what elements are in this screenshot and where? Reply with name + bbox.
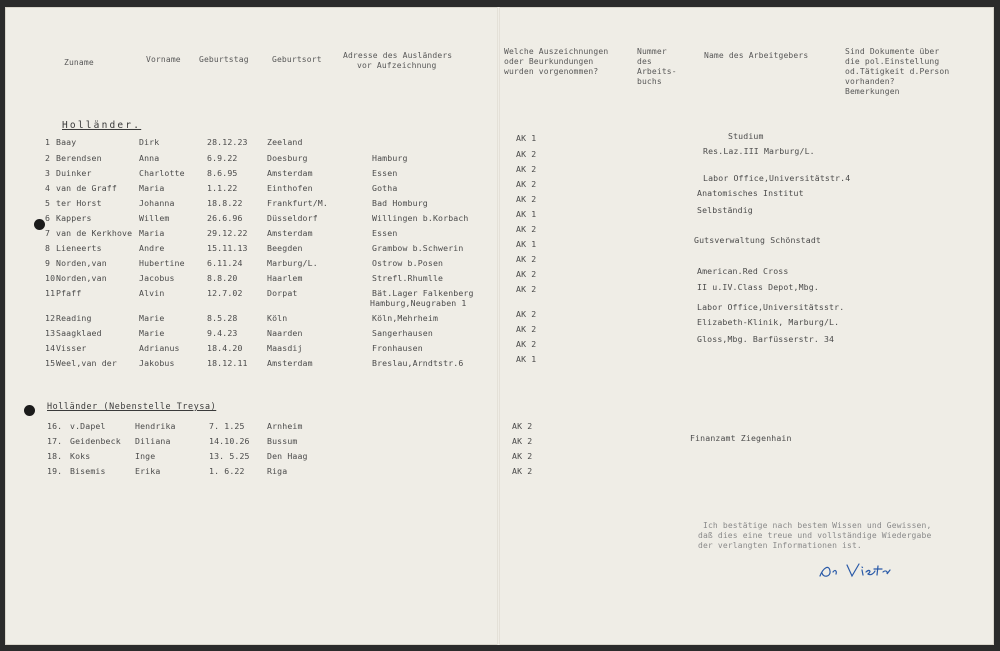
surname-cell: Berendsen	[56, 153, 102, 163]
header-number-2: des	[637, 57, 652, 66]
row-number: 17.	[47, 436, 63, 446]
birthplace-cell: Beegden	[267, 243, 303, 253]
row-number: 13	[45, 328, 56, 338]
surname-cell: Norden,van	[56, 273, 107, 283]
birthdate-cell: 28.12.23	[207, 137, 248, 147]
surname-cell: Weel,van der	[56, 358, 117, 368]
address-cell: Gotha	[372, 183, 398, 193]
award-cell: AK 2	[516, 269, 537, 279]
birthdate-cell: 12.7.02	[207, 288, 243, 298]
birthdate-cell: 15.11.13	[207, 243, 248, 253]
first-name-cell: Maria	[139, 183, 165, 193]
first-name-cell: Adrianus	[139, 343, 180, 353]
award-cell: AK 1	[516, 239, 537, 249]
award-cell: AK 2	[516, 179, 537, 189]
address-cell: Essen	[372, 228, 398, 238]
birthdate-cell: 1.1.22	[207, 183, 238, 193]
first-name-cell: Willem	[139, 213, 170, 223]
header-surname: Zuname	[64, 58, 94, 67]
birthdate-cell: 8.5.28	[207, 313, 238, 323]
first-name-cell: Alvin	[139, 288, 165, 298]
surname-cell: Baay	[56, 137, 77, 147]
first-name-cell: Charlotte	[139, 168, 185, 178]
award-cell: AK 2	[512, 421, 533, 431]
birthplace-cell: Maasdij	[267, 343, 303, 353]
birthdate-cell: 18.8.22	[207, 198, 243, 208]
page-fold	[497, 7, 500, 645]
row-number: 6	[45, 213, 51, 223]
employer-cell: Studium	[728, 131, 764, 141]
address-cell: Fronhausen	[372, 343, 423, 353]
surname-cell: ter Horst	[56, 198, 102, 208]
award-cell: AK 2	[516, 284, 537, 294]
row-number: 1	[45, 137, 51, 147]
birthplace-cell: Dorpat	[267, 288, 298, 298]
birthdate-cell: 26.6.96	[207, 213, 243, 223]
birthdate-cell: 18.4.20	[207, 343, 243, 353]
first-name-cell: Erika	[135, 466, 161, 476]
header-number-3: Arbeits-	[637, 67, 677, 76]
birthplace-cell: Frankfurt/M.	[267, 198, 328, 208]
row-number: 10	[45, 273, 56, 283]
header-documents-2: die pol.Einstellung	[845, 57, 940, 66]
birthdate-cell: 8.6.95	[207, 168, 238, 178]
birthdate-cell: 8.8.20	[207, 273, 238, 283]
row-number: 2	[45, 153, 51, 163]
birthplace-cell: Amsterdam	[267, 358, 313, 368]
address-cell: Breslau,Arndtstr.6	[372, 358, 464, 368]
header-awards-2: oder Beurkundungen	[504, 57, 594, 66]
birthplace-cell: Amsterdam	[267, 168, 313, 178]
birthplace-cell: Köln	[267, 313, 288, 323]
first-name-cell: Jacobus	[139, 273, 175, 283]
row-number: 19.	[47, 466, 63, 476]
declaration-line-2: daß dies eine treue und vollständige Wiedergabe	[698, 531, 932, 540]
first-name-cell: Andre	[139, 243, 165, 253]
birthplace-cell: Einthofen	[267, 183, 313, 193]
header-first-name: Vorname	[146, 55, 181, 64]
birthplace-cell: Haarlem	[267, 273, 303, 283]
row-number: 14	[45, 343, 56, 353]
surname-cell: Kappers	[56, 213, 92, 223]
employer-cell: II u.IV.Class Depot,Mbg.	[697, 282, 819, 292]
surname-cell: Pfaff	[56, 288, 82, 298]
first-name-cell: Hubertine	[139, 258, 185, 268]
first-name-cell: Marie	[139, 328, 165, 338]
employer-cell: Elizabeth-Klinik, Marburg/L.	[697, 317, 840, 327]
row-number: 9	[45, 258, 51, 268]
surname-cell: Koks	[70, 451, 91, 461]
award-cell: AK 2	[516, 194, 537, 204]
row-number: 4	[45, 183, 51, 193]
row-number: 7	[45, 228, 51, 238]
row-number: 16.	[47, 421, 63, 431]
section-title-hollaender: Holländer.	[62, 120, 142, 131]
declaration-line-3: der verlangten Informationen ist.	[698, 541, 862, 550]
surname-cell: Reading	[56, 313, 92, 323]
employer-cell: Res.Laz.III Marburg/L.	[703, 146, 815, 156]
birthdate-cell: 9.4.23	[207, 328, 238, 338]
header-number-4: buchs	[637, 77, 662, 86]
birthplace-cell: Doesburg	[267, 153, 308, 163]
award-cell: AK 1	[516, 209, 537, 219]
employer-cell: Labor Office,Universitätstr.4	[703, 173, 851, 183]
address-cell: Strefl.Rhumlle	[372, 273, 444, 283]
surname-cell: Geidenbeck	[70, 436, 121, 446]
section-title-nebenstelle-treysa: Holländer (Nebenstelle Treysa)	[47, 401, 217, 411]
surname-cell: Lieneerts	[56, 243, 102, 253]
employer-cell: Selbständig	[697, 205, 753, 215]
punch-hole	[34, 219, 45, 230]
birthplace-cell: Marburg/L.	[267, 258, 318, 268]
surname-cell: Saagklaed	[56, 328, 102, 338]
birthdate-cell: 6.9.22	[207, 153, 238, 163]
punch-hole	[24, 405, 35, 416]
birthdate-cell: 6.11.24	[207, 258, 243, 268]
birthplace-cell: Riga	[267, 466, 288, 476]
row-number: 3	[45, 168, 51, 178]
award-cell: AK 2	[516, 309, 537, 319]
row-number: 5	[45, 198, 51, 208]
address-cell: Sangerhausen	[372, 328, 433, 338]
birthplace-cell: Zeeland	[267, 137, 303, 147]
award-cell: AK 2	[512, 451, 533, 461]
header-awards-3: wurden vorgenommen?	[504, 67, 599, 76]
header-address-2: vor Aufzeichnung	[357, 61, 437, 70]
first-name-cell: Diliana	[135, 436, 171, 446]
employer-cell: Labor Office,Universitätsstr.	[697, 302, 845, 312]
header-birthplace: Geburtsort	[272, 55, 322, 64]
first-name-cell: Dirk	[139, 137, 160, 147]
birthplace-cell: Bussum	[267, 436, 298, 446]
surname-cell: van de Graff	[56, 183, 117, 193]
award-cell: AK 2	[516, 164, 537, 174]
birthdate-cell: 7. 1.25	[209, 421, 245, 431]
row-number: 18.	[47, 451, 63, 461]
surname-cell: Duinker	[56, 168, 92, 178]
birthdate-cell: 1. 6.22	[209, 466, 245, 476]
address-cell: Köln,Mehrheim	[372, 313, 439, 323]
row-number: 11	[45, 288, 56, 298]
first-name-cell: Maria	[139, 228, 165, 238]
address-cell: Bät.Lager Falkenberg	[372, 288, 474, 298]
birthplace-cell: Arnheim	[267, 421, 303, 431]
row-number: 12	[45, 313, 56, 323]
award-cell: AK 2	[512, 466, 533, 476]
address-cell: Essen	[372, 168, 398, 178]
birthplace-cell: Naarden	[267, 328, 303, 338]
first-name-cell: Hendrika	[135, 421, 176, 431]
surname-cell: Norden,van	[56, 258, 107, 268]
surname-cell: Bisemis	[70, 466, 106, 476]
birthdate-cell: 14.10.26	[209, 436, 250, 446]
award-cell: AK 2	[516, 224, 537, 234]
award-cell: AK 2	[516, 254, 537, 264]
header-documents-1: Sind Dokumente über	[845, 47, 940, 56]
header-birthdate: Geburtstag	[199, 55, 249, 64]
header-documents-4: vorhanden?	[845, 77, 895, 86]
first-name-cell: Johanna	[139, 198, 175, 208]
header-number-1: Nummer	[637, 47, 667, 56]
birthplace-cell: Den Haag	[267, 451, 308, 461]
award-cell: AK 1	[516, 354, 537, 364]
signature	[817, 559, 897, 581]
header-employer: Name des Arbeitgebers	[704, 51, 809, 60]
address-cell: Hamburg	[372, 153, 408, 163]
award-cell: AK 2	[512, 436, 533, 446]
birthdate-cell: 13. 5.25	[209, 451, 250, 461]
row-number: 8	[45, 243, 51, 253]
award-cell: AK 2	[516, 339, 537, 349]
award-cell: AK 2	[516, 149, 537, 159]
row-number: 15	[45, 358, 56, 368]
surname-cell: van de Kerkhove	[56, 228, 133, 238]
address-cell-line-2: Hamburg,Neugraben 1	[370, 298, 467, 308]
address-cell: Bad Homburg	[372, 198, 428, 208]
employer-cell: Anatomisches Institut	[697, 188, 804, 198]
birthplace-cell: Düsseldorf	[267, 213, 318, 223]
award-cell: AK 1	[516, 133, 537, 143]
first-name-cell: Jakobus	[139, 358, 175, 368]
award-cell: AK 2	[516, 324, 537, 334]
birthdate-cell: 29.12.22	[207, 228, 248, 238]
first-name-cell: Anna	[139, 153, 160, 163]
employer-cell: Gloss,Mbg. Barfüsserstr. 34	[697, 334, 835, 344]
surname-cell: v.Dapel	[70, 421, 106, 431]
header-documents-5: Bemerkungen	[845, 87, 900, 96]
employer-cell: Gutsverwaltung Schönstadt	[694, 235, 821, 245]
surname-cell: Visser	[56, 343, 87, 353]
employer-cell: Finanzamt Ziegenhain	[690, 433, 792, 443]
employer-cell: American.Red Cross	[697, 266, 789, 276]
first-name-cell: Inge	[135, 451, 156, 461]
header-documents-3: od.Tätigkeit d.Person	[845, 67, 950, 76]
declaration-line-1: Ich bestätige nach bestem Wissen und Gewissen,	[703, 521, 932, 530]
address-cell: Willingen b.Korbach	[372, 213, 469, 223]
header-address-1: Adresse des Ausländers	[343, 51, 453, 60]
first-name-cell: Marie	[139, 313, 165, 323]
address-cell: Ostrow b.Posen	[372, 258, 444, 268]
address-cell: Grambow b.Schwerin	[372, 243, 464, 253]
header-awards-1: Welche Auszeichnungen	[504, 47, 609, 56]
birthplace-cell: Amsterdam	[267, 228, 313, 238]
birthdate-cell: 18.12.11	[207, 358, 248, 368]
